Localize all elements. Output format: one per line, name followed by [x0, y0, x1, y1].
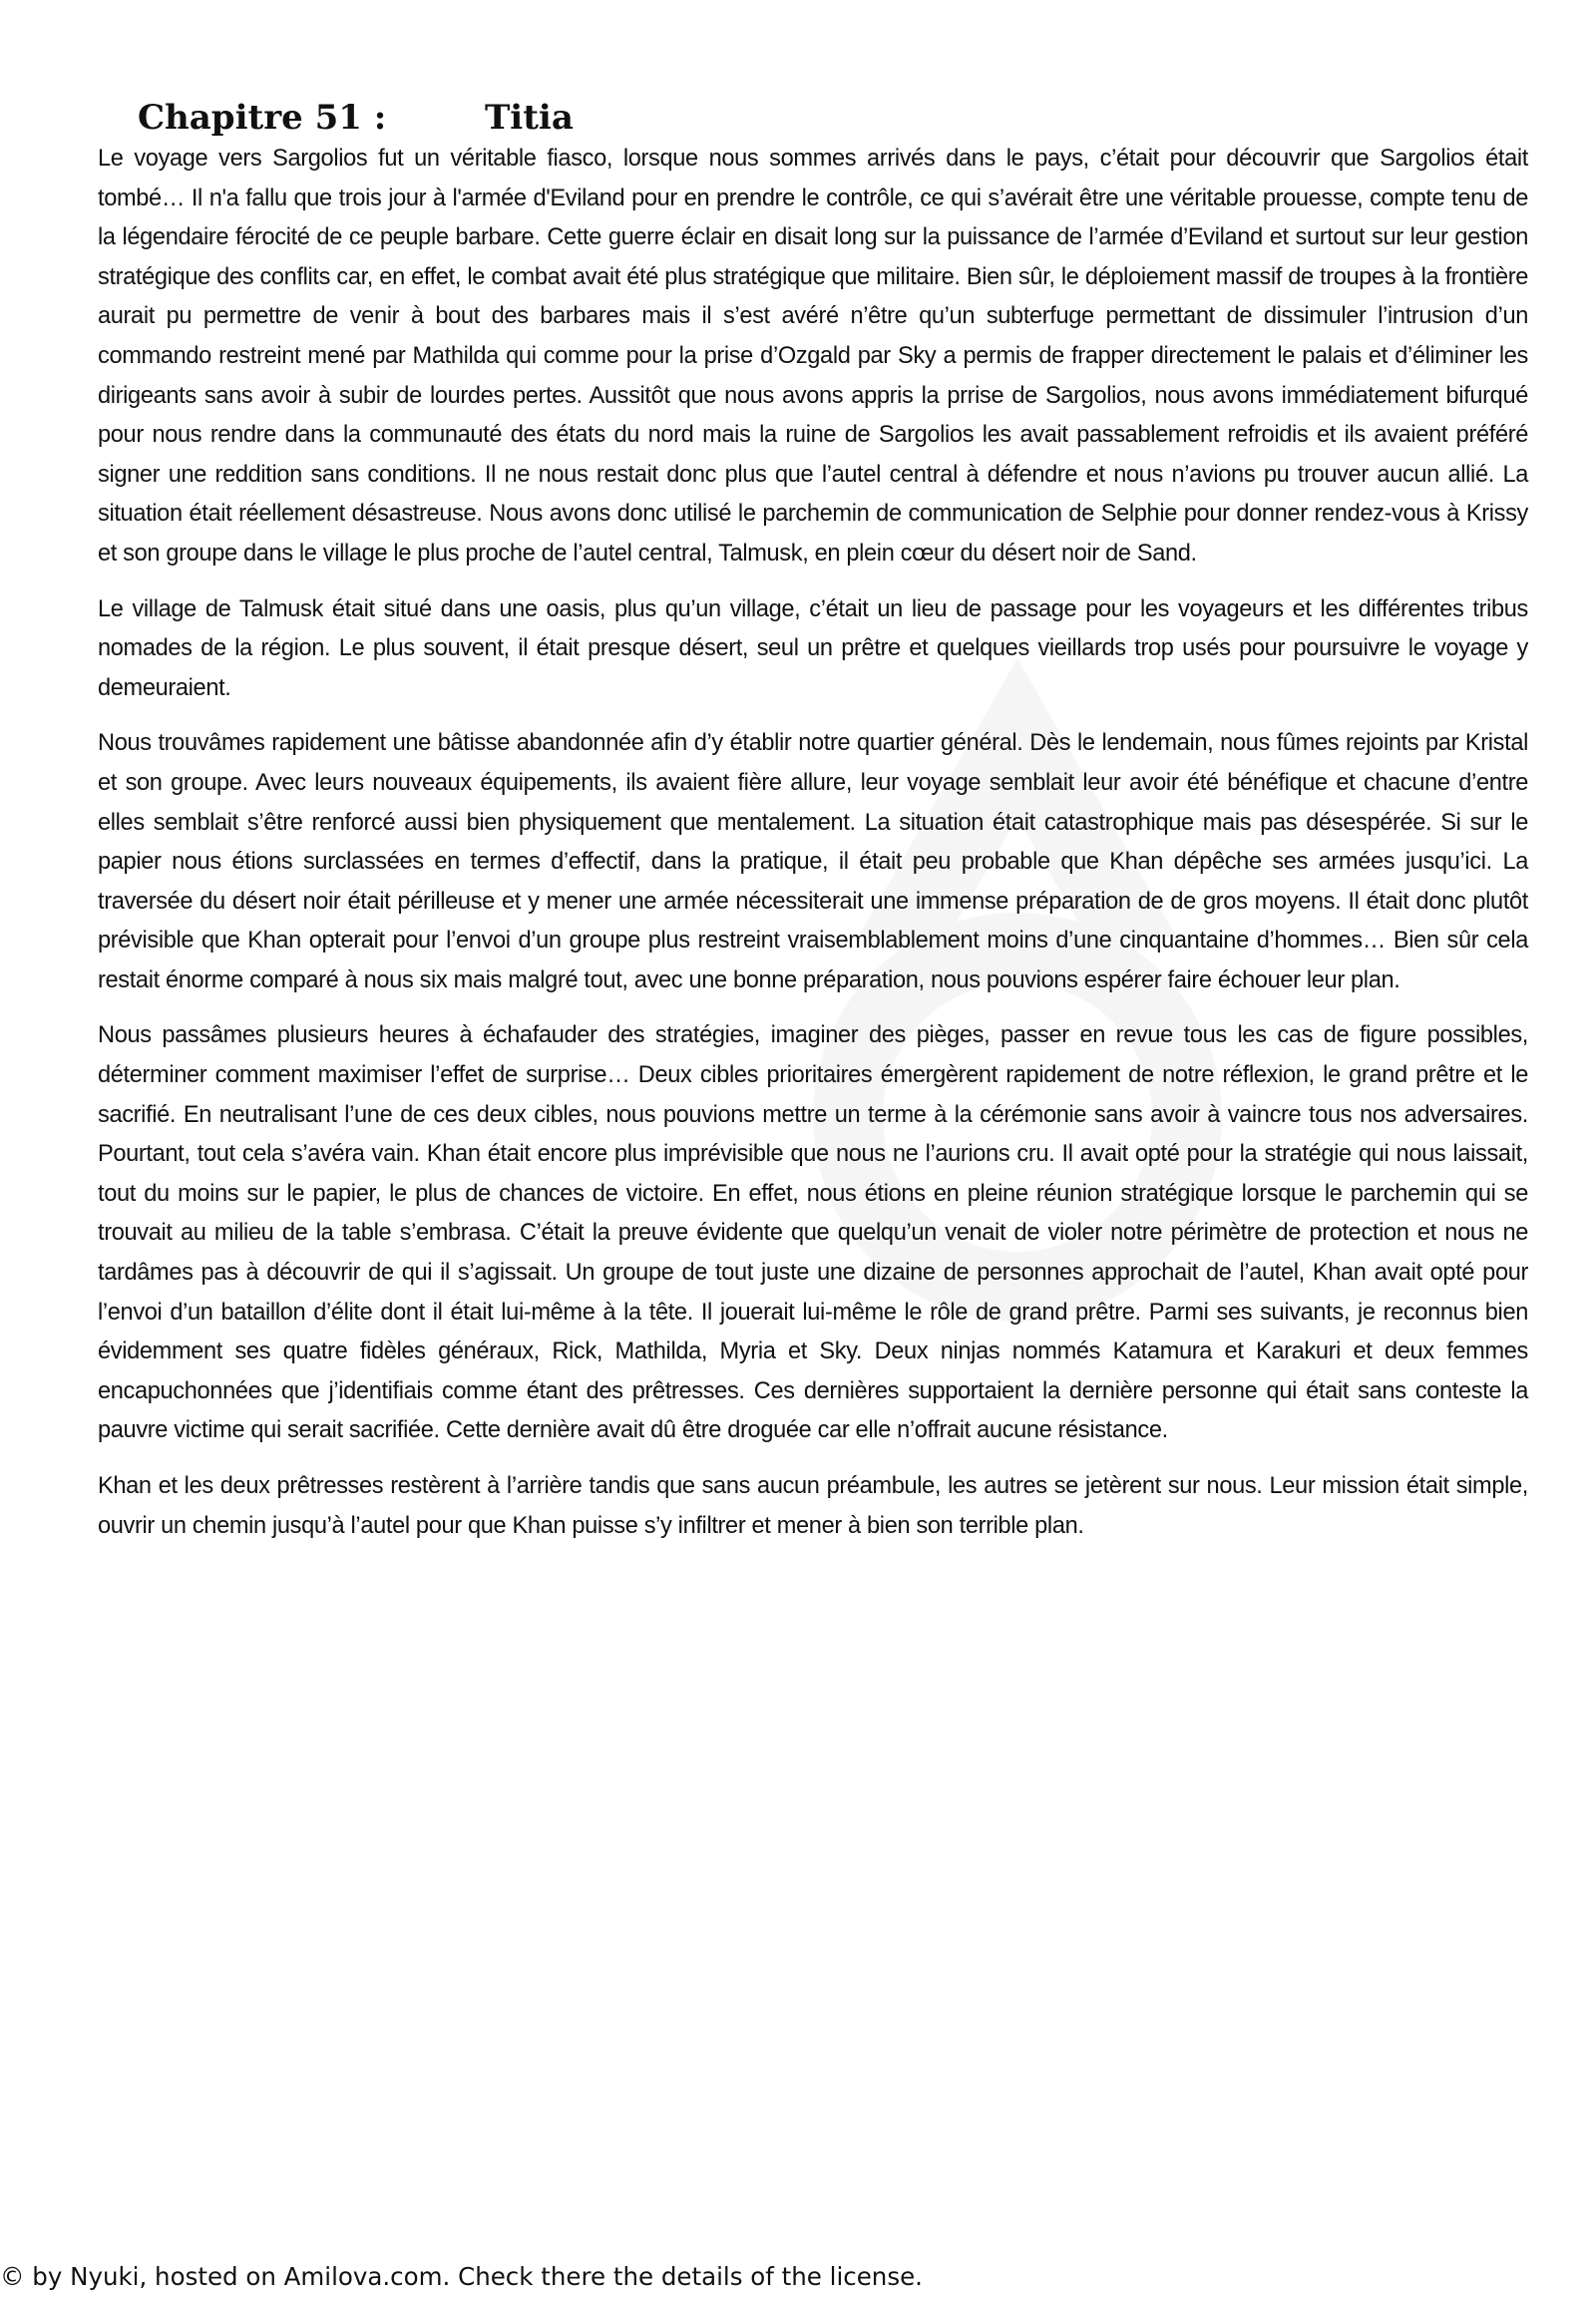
- chapter-title: Titia: [485, 98, 574, 138]
- paragraph-1: Le voyage vers Sargolios fut un véritable fiasco, lorsque nous sommes arrivés dans le pays, c’était pour découvrir que Sargolios était tombé… Il n'a fallu que trois jour à l'armée d'Eviland pour en prendre le contrôle, ce qui s’avérait être une véritable prouesse, compte tenu de la légendaire férocité de ce peuple barbare. Cette guerre éclair en disait long sur la puissance de l’armée d’Eviland et surtout sur leur gestion stratégique des conflits car, en effet, le combat avait été plus stratégique que militaire. Bien sûr, le déploiement massif de troupes à la frontière aurait pu permettre de venir à bout des barbares mais il s’est avéré n’être qu’un subterfuge permettant de dissimuler l’intrusion d’un commando restreint mené par Mathilda qui comme pour la prise d’Ozgald par Sky a permis de frapper directement le palais et d’éliminer les dirigeants sans avoir à subir de lourdes pertes. Aussitôt que nous avons appris la prrise de Sargolios, nous avons immédiatement bifurqué pour nous rendre dans la communauté des états du nord mais la ruine de Sargolios les avait passablement refroidis et ils avaient préféré signer une reddition sans conditions. Il ne nous restait donc plus que l’autel central à défendre et nous n’avions pu trouver aucun allié. La situation était réellement désastreuse. Nous avons donc utilisé le parchemin de communication de Selphie pour donner rendez-vous à Krissy et son groupe dans le village le plus proche de l’autel central, Talmusk, en plein cœur du désert noir de Sand.: [98, 146, 1528, 567]
- copyright-footer: © by Nyuki, hosted on Amilova.com. Check there the details of the license.: [0, 2262, 923, 2291]
- chapter-heading: [138, 96, 1528, 140]
- paragraph-2: Le village de Talmusk était situé dans une oasis, plus qu’un village, c’était un lieu de passage pour les voyageurs et les différentes tribus nomades de la région. Le plus souvent, il était presque désert, seul un prêtre et quelques vieillards trop usés pour poursuivre le voyage y demeuraient.: [98, 595, 1528, 701]
- paragraph-5: Khan et les deux prêtresses restèrent à l’arrière tandis que sans aucun préambule, les autres se jetèrent sur nous. Leur mission était simple, ouvrir un chemin jusqu’à l’autel pour que Khan puisse s’y infiltrer et mener à bien son terrible plan.: [98, 1473, 1528, 1539]
- paragraph-3: Nous trouvâmes rapidement une bâtisse abandonnée afin d’y établir notre quartier général. Dès le lendemain, nous fûmes rejoints par Kristal et son groupe. Avec leurs nouveaux équipements, ils avaient fière allure, leur voyage semblait leur avoir été bénéfique et chacune d’entre elles semblait s’être renforcé aussi bien physiquement que mentalement. La situation était catastrophique mais pas désespérée. Si sur le papier nous étions surclassées en termes d’effectif, dans la pratique, il était peu probable que Khan dépêche ses armées jusqu’ici. La traversée du désert noir était périlleuse et y mener une armée nécessiterait une immense préparation de de gros moyens. Il était donc plutôt prévisible que Khan opterait pour l’envoi d’un groupe plus restreint vraisemblablement moins d’une cinquantaine d’hommes… Bien sûr cela restait énorme comparé à nous six mais malgré tout, avec une bonne préparation, nous pouvions espérer faire échouer leur plan.: [98, 730, 1528, 993]
- document-page: [98, 96, 1528, 1562]
- chapter-number: Chapitre 51 :: [138, 98, 387, 138]
- paragraph-4: Nous passâmes plusieurs heures à échafauder des stratégies, imaginer des pièges, passer en revue tous les cas de figure possibles, déterminer comment maximiser l’effet de surprise… Deux cibles prioritaires émergèrent rapidement de notre réflexion, le grand prêtre et le sacrifié. En neutralisant l’une de ces deux cibles, nous pouvions mettre un terme à la cérémonie sans avoir à vaincre tous nos adversaires. Pourtant, tout cela s’avéra vain. Khan était encore plus imprévisible que nous ne l’aurions cru. Il avait opté pour la stratégie qui nous laissait, tout du moins sur le papier, le plus de chances de victoire. En effet, nous étions en pleine réunion stratégique lorsque le parchemin qui se trouvait au milieu de la table s’embrasa. C’était la preuve évidente que quelqu’un venait de violer notre périmètre de protection et nous ne tardâmes pas à découvrir de qui il s’agissait. Un groupe de tout juste une dizaine de personnes approchait de l’autel, Khan avait opté pour l’envoi d’un bataillon d’élite dont il était lui-même à la tête. Il jouerait lui-même le rôle de grand prêtre. Parmi ses suivants, je reconnus bien évidemment ses quatre fidèles généraux, Rick, Mathilda, Myria et Sky. Deux ninjas nommés Katamura et Karakuri et deux femmes encapuchonnées que j’identifiais comme étant des prêtresses. Ces dernières supportaient la dernière personne qui était sans conteste la pauvre victime qui serait sacrifiée. Cette dernière avait dû être droguée car elle n’offrait aucune résistance.: [98, 1022, 1528, 1444]
